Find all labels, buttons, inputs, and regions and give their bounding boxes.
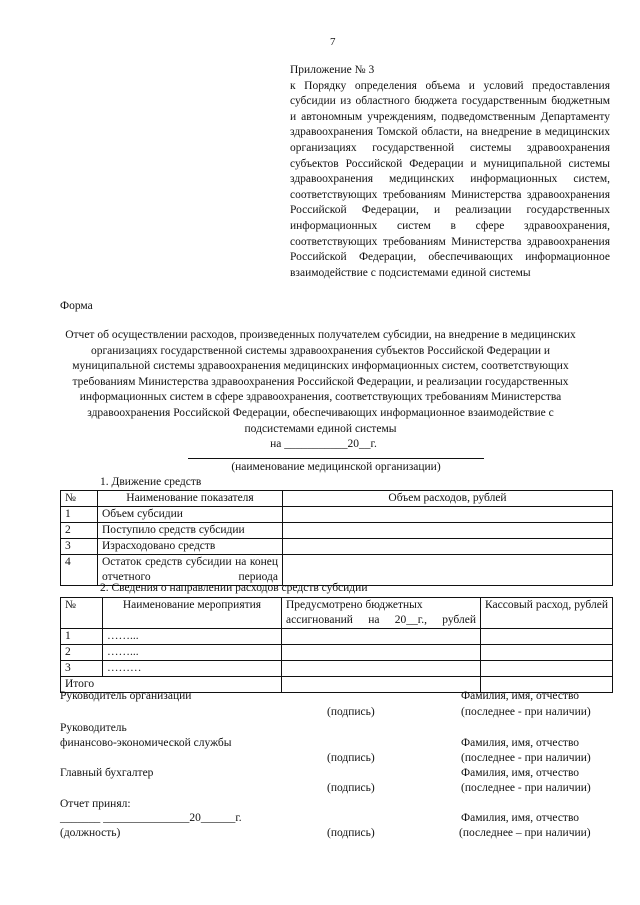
header-indicator: Наименование показателя [98, 491, 283, 507]
row-name: ……... [103, 629, 282, 645]
head-org-signature: (подпись) [327, 706, 375, 718]
accepted-signature: (подпись) [327, 827, 375, 839]
form-label: Форма [60, 300, 93, 312]
table-row [61, 507, 613, 523]
accepted-fio: Фамилия, имя, отчество [461, 812, 580, 824]
accepted-patronymic: (последнее – при наличии) [459, 827, 591, 839]
row-num: 2 [61, 645, 103, 661]
org-name-line[interactable] [188, 458, 484, 459]
row-num: 1 [61, 507, 98, 523]
row-name: ……… [103, 661, 282, 677]
row-planned-cell[interactable] [282, 629, 481, 645]
row-cash-cell[interactable] [481, 645, 613, 661]
head-org-fio: Фамилия, имя, отчество [461, 690, 580, 702]
row-num: 1 [61, 629, 103, 645]
row-amount-cell[interactable] [283, 507, 613, 523]
header-num: № [61, 491, 98, 507]
head-fin-label-2: финансово-экономической службы [60, 737, 232, 749]
row-name: Израсходовано средств [98, 539, 283, 555]
head-org-patronymic: (последнее - при наличии) [461, 706, 591, 718]
total-planned-cell[interactable] [282, 677, 481, 693]
total-label: Итого [61, 677, 282, 693]
row-amount-cell[interactable] [283, 555, 613, 586]
row-amount-cell[interactable] [283, 539, 613, 555]
row-name: Поступило средств субсидии [98, 523, 283, 539]
expenses-table [60, 597, 613, 693]
head-org-label: Руководитель организации [60, 690, 192, 702]
table-row [61, 661, 613, 677]
funds-movement-table [60, 490, 613, 586]
table-header-row [61, 491, 613, 507]
section2-title: 2. Сведения о направлении расходов средств субсидии [100, 582, 368, 594]
header-cash: Кассовый расход, рублей [481, 598, 613, 629]
report-date: на ___________20__г. [270, 438, 377, 451]
head-fin-fio: Фамилия, имя, отчество [461, 737, 580, 749]
org-name-caption: (наименование медицинской организации) [231, 461, 441, 473]
row-cash-cell[interactable] [481, 629, 613, 645]
row-name: ……... [103, 645, 282, 661]
row-num: 2 [61, 523, 98, 539]
row-cash-cell[interactable] [481, 661, 613, 677]
report-title-text: Отчет об осуществлении расходов, произведенных получателем субсидии, на внедрение в медицинских организациях государственной системы здравоохранения субъектов Российской Федерации и муниципальной системы здравоохранения медицинских информационных систем, соответствующих требованиям Министерства здравоохранения Российской Федерации, и реализации государственных информационных систем в сфере здравоохранения, соответствующих требованиям Министерства здравоохранения Российской Федерации, обеспечивающих информационное взаимодействие с подсистемами единой системы [65, 329, 576, 435]
head-fin-label-1: Руководитель [60, 722, 127, 734]
table-row [61, 629, 613, 645]
accepted-label: Отчет принял: [60, 798, 131, 810]
section1-title: 1. Движение средств [100, 476, 202, 488]
header-activity: Наименование мероприятия [103, 598, 282, 629]
row-amount-cell[interactable] [283, 523, 613, 539]
appendix-text: к Порядку определения объема и условий предоставления субсидии из областного бюджета государственным бюджетным и автономным учреждениям, подведомственным Департаменту здравоохранения Томской области, на внедрение в медицинских организациях государственной системы здравоохранения субъектов Российской Федерации и муниципальной системы здравоохранения медицинских информационных систем, соответствующих требованиям Министерства здравоохранения Российской Федерации, и реализации государственных информационных систем в сфере здравоохранения, соответствующих требованиям Министерства здравоохранения Российской Федерации, обеспечивающих информационное взаимодействие с подсистемами единой системы [290, 79, 610, 279]
header-planned: Предусмотрено бюджетных ассигнований на 20__г., рублей [282, 598, 481, 629]
accepted-date-line[interactable]: _______ _______________20______г. [60, 812, 242, 824]
chief-acc-fio: Фамилия, имя, отчество [461, 767, 580, 779]
table-row [61, 555, 613, 586]
chief-acc-label: Главный бухгалтер [60, 767, 154, 779]
row-planned-cell[interactable] [282, 645, 481, 661]
accepted-position: (должность) [60, 827, 121, 839]
appendix-title: Приложение № 3 [290, 64, 375, 76]
row-name: Остаток средств субсидии на конец отчетного периода [98, 555, 283, 586]
row-planned-cell[interactable] [282, 661, 481, 677]
header-num: № [61, 598, 103, 629]
report-title [58, 328, 583, 453]
page-number: 7 [330, 36, 336, 48]
row-name: Объем субсидии [98, 507, 283, 523]
table-row [61, 645, 613, 661]
row-num: 3 [61, 661, 103, 677]
header-amount: Объем расходов, рублей [283, 491, 613, 507]
row-num: 3 [61, 539, 98, 555]
chief-acc-patronymic: (последнее - при наличии) [461, 782, 591, 794]
chief-acc-signature: (подпись) [327, 782, 375, 794]
table-header-row [61, 598, 613, 629]
table-row [61, 523, 613, 539]
appendix-block [290, 63, 610, 281]
head-fin-signature: (подпись) [327, 752, 375, 764]
head-fin-patronymic: (последнее - при наличии) [461, 752, 591, 764]
table-row [61, 539, 613, 555]
row-num: 4 [61, 555, 98, 586]
